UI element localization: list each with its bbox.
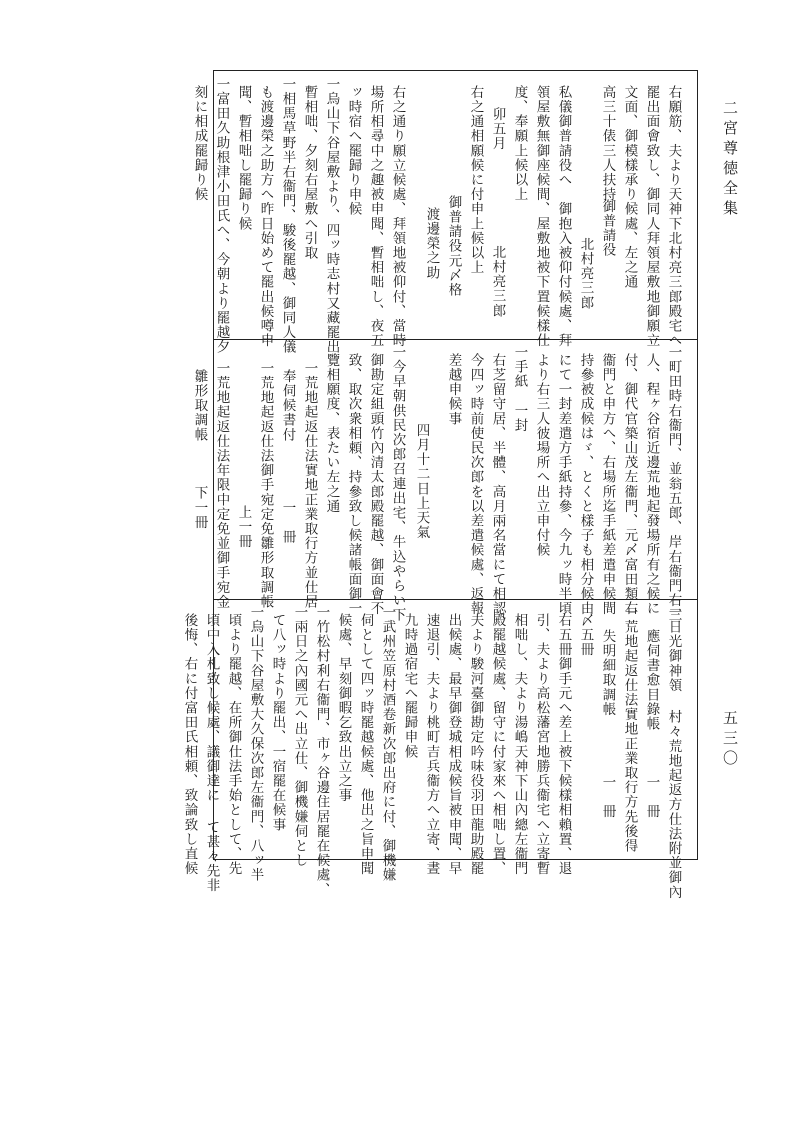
text-column: 暫相咄、夕刻右屋敷へ引取 <box>301 85 318 261</box>
text-column: より右三人彼場所へ出立申付候 <box>533 353 550 558</box>
text-column: 聞、暫相咄し罷歸り候 <box>235 85 252 231</box>
text-column: 一烏山下谷屋敷大久保次郎左衞門、八ッ半 <box>247 605 264 883</box>
text-column: 御普請役 <box>599 199 616 258</box>
text-column: 領屋敷無御座候間、屋敷地被下置候樣仕 <box>533 85 550 348</box>
text-column: 一荒地起返仕法實地正業取行方先後得 <box>621 605 638 854</box>
text-column: 持參被成候はゞ、とくと樣子も相分候由 <box>577 353 594 616</box>
text-column: 上一冊 <box>235 505 252 549</box>
text-column: 右願筋、夫より天神下北村亮三郎殿宅へ <box>665 85 682 348</box>
text-column: 候處、早刻御暇乞致出立之事 <box>335 613 352 803</box>
text-column: て八ッ時より罷出、一宿罷在候事 <box>269 613 286 832</box>
text-column: も渡邊榮之助方へ昨日始めて罷出候噂申 <box>257 85 274 348</box>
text-column: にて一封差遣方手紙持參、今九ッ時半頃 <box>555 353 572 616</box>
text-column: 引、夫より高松藩宮地勝兵衞宅へ立寄暫 <box>533 613 550 876</box>
text-column: 〆五冊 <box>577 613 594 657</box>
text-column: 奉伺候書付 一 冊 <box>279 369 296 545</box>
text-column: 失明細取調帳 一 冊 <box>599 629 616 819</box>
text-column: 一相馬草野半右衞門、駿後罷越、御同人儀 <box>279 77 296 355</box>
section-divider-2 <box>214 599 697 600</box>
text-column: 高三十俵三人扶持 <box>599 85 616 202</box>
book-title: 二宮尊徳全集 <box>721 100 739 220</box>
text-column: 場所相尋中之趣被申聞、暫相咄し、夜五 <box>367 85 384 348</box>
text-column: 文面、御模樣承り候處、左之通 <box>621 85 638 290</box>
text-column: 一竹松村利右衞門、市ヶ谷邊住居罷在候處、 <box>313 605 330 897</box>
text-column: 出候處、最早御登城相成候旨被申聞、早 <box>445 613 462 876</box>
text-column: 伺として四ッ時罷越候處、他出之旨申聞 <box>357 613 374 876</box>
text-column: 一荒地起返仕法實地正業取行方並仕居 <box>301 361 318 610</box>
text-column: 雛形取調帳 下一冊 <box>191 369 208 530</box>
text-column: 四月十二日上天氣 <box>413 423 430 540</box>
text-column: 度、奉願上候以上 <box>511 85 528 202</box>
text-column: 頃より罷越、在所御仕法手始として、先 <box>225 613 242 876</box>
text-column: 御勘定組頭竹內清太郎殿罷越、御面會不 <box>367 353 384 616</box>
text-column: 刻に相成罷歸り候 <box>191 85 208 202</box>
text-column: 一烏山下谷屋敷より、四ッ時志村又藏罷出 <box>323 77 340 355</box>
text-column: 御普請役元〆格 <box>445 195 462 298</box>
text-column: 一荒地起返仕法年限中定免並御手宛金 <box>213 361 230 610</box>
text-column: 殿罷越候處、留守に付家來へ相咄し置、 <box>489 613 506 876</box>
text-column: 卯五月 <box>489 107 506 151</box>
text-column: 一荒地起返仕法御手宛定免雛形取調帳 <box>257 361 274 610</box>
text-column: 右芝留守居、半體、高月兩名當にて相認、 <box>489 353 506 631</box>
text-column: 一武州笠原村酒卷新次郎出府に付、御機嫌 <box>379 605 396 883</box>
text-column: 頃中入札致し候處、議御達に て甚々先非 <box>203 613 220 893</box>
text-column: 衞門と申方へ、右場所迄手紙差遣申候間 <box>599 353 616 616</box>
text-column: 北村亮三郎 <box>489 245 506 318</box>
text-column: 相咄し、夫より湯嶋天神下山內總左衞門 <box>511 613 528 876</box>
text-column: 右之通り願立候處、拜領地被仰付、當時 <box>389 85 406 348</box>
text-column: 九時過宿宅へ罷歸申候 <box>401 613 418 759</box>
text-column: 差越申候事 <box>445 353 462 426</box>
section-divider-1 <box>214 339 697 340</box>
text-column: 私儀御普請役へ 御抱入被仰付候處、拜 <box>555 85 572 348</box>
text-column: 付、御代官築山茂左衞門、元〆富田類右 <box>621 353 638 616</box>
text-column: 一手紙 一封 <box>511 345 528 433</box>
text-column: 覽相願度、表たい左之通 <box>323 353 340 514</box>
text-column: 一今早朝供民次郎召連出宅、牛込やらい下 <box>389 345 406 623</box>
text-column: 一兩日之內國元へ出立仕、御機嫌伺とし <box>291 605 308 868</box>
text-column: 右之通相願候に付申上候以上 <box>467 85 484 275</box>
text-column: 一富田久助根津小田氏へ、今朝より罷越夕 <box>213 77 230 355</box>
text-column: 右五冊御手元へ差上被下候樣相賴置、退 <box>555 613 572 876</box>
text-column: 速退引、夫より桃町吉兵衞方へ立寄、晝 <box>423 613 440 876</box>
text-column: 應伺書愈目錄帳 一 冊 <box>643 629 660 819</box>
text-column: 一日光御神領 村々荒地起返方仕法附並御內 <box>665 605 682 900</box>
text-column: 北村亮三郎 <box>577 237 594 310</box>
text-column: 人、程ヶ谷宿近邊荒地起發場所有之候に <box>643 353 660 616</box>
text-column: 一町田時右衞門、並翁五郎、岸右衞門右三 <box>665 345 682 623</box>
text-column: 夫より駿河臺御勘定吟味役羽田龍助殿罷 <box>467 613 484 876</box>
page-number: 五三〇 <box>721 710 739 770</box>
text-column: ッ時宿へ罷歸り申候 <box>345 85 362 217</box>
text-column: 罷出面會致し、御同人拜領屋敷地御願立 <box>643 85 660 348</box>
text-column: 今四ッ時前使民次郎を以差遣候處、返報 <box>467 353 484 616</box>
text-column: 致、取次衆相頼、持參致し候諸帳面御一 <box>345 353 362 616</box>
text-column: 渡邊榮之助 <box>423 207 440 280</box>
text-column: 後悔、右に付富田氏相頼、致論致し直候 <box>181 613 198 876</box>
text-frame <box>181 70 698 900</box>
